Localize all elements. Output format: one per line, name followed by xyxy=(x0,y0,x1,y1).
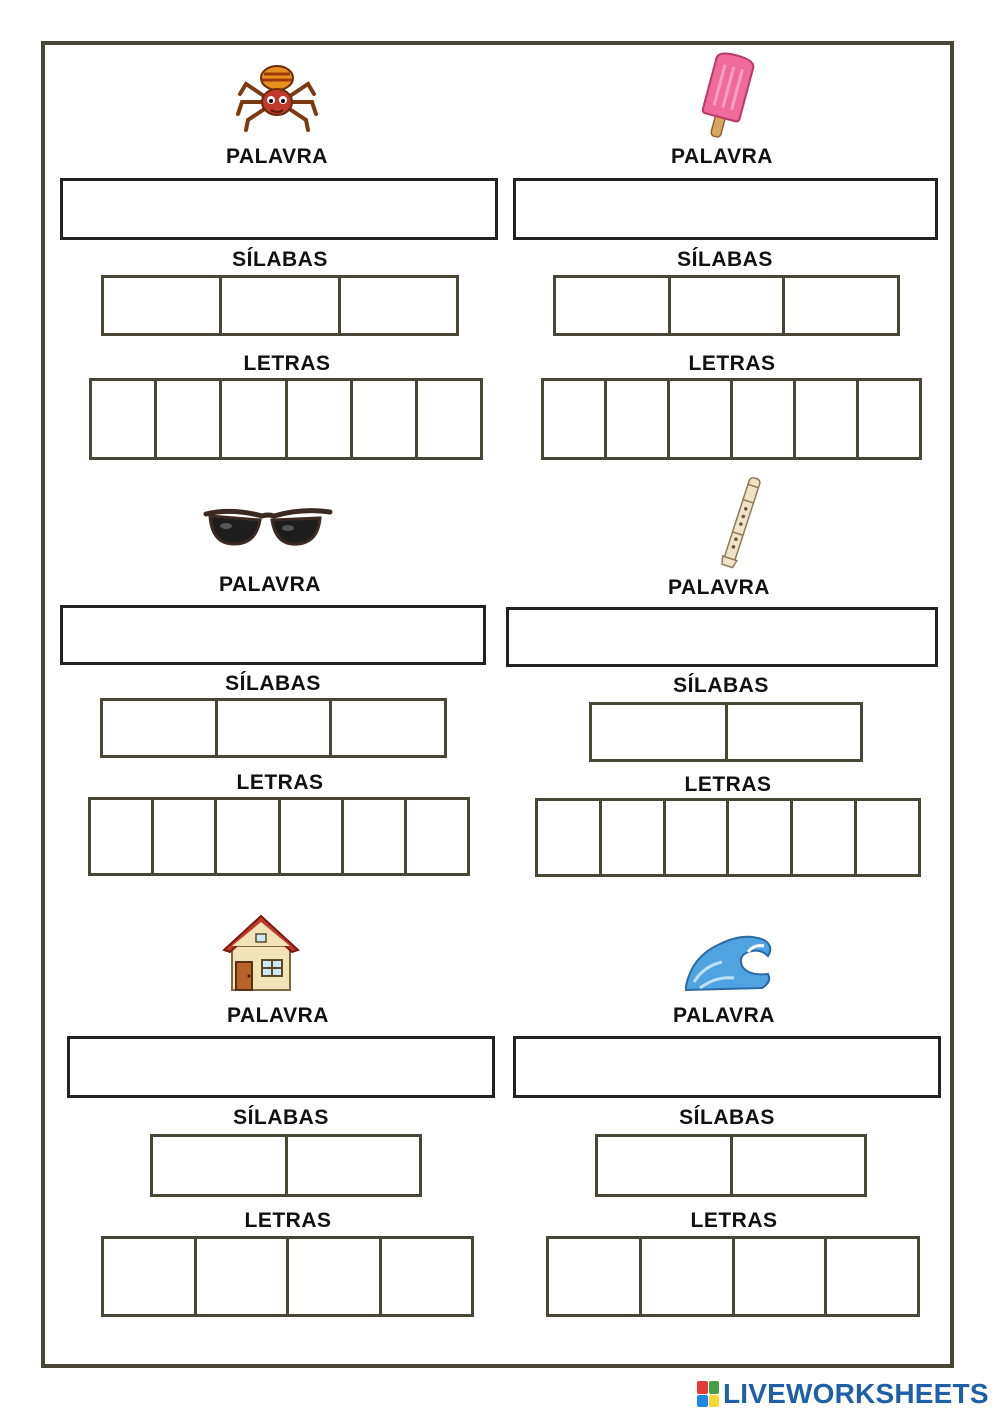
syllable-box[interactable] xyxy=(671,278,786,333)
liveworksheets-brand[interactable] xyxy=(697,1378,989,1410)
syllables-label: SÍLABAS xyxy=(232,248,328,271)
letters-answer-row xyxy=(541,378,922,460)
letters-answer-row xyxy=(101,1236,474,1317)
letters-label: LETRAS xyxy=(684,773,772,796)
letter-box[interactable] xyxy=(289,1239,382,1314)
letters-label: LETRAS xyxy=(688,352,776,375)
word-answer-box[interactable] xyxy=(60,605,486,665)
word-answer-box[interactable] xyxy=(513,178,938,240)
letters-label: LETRAS xyxy=(243,352,331,375)
letters-answer-row xyxy=(89,378,483,460)
syllable-box[interactable] xyxy=(728,705,861,759)
letter-box[interactable] xyxy=(418,381,480,457)
letter-box[interactable] xyxy=(793,801,857,874)
syllables-label: SÍLABAS xyxy=(225,672,321,695)
letter-box[interactable] xyxy=(104,1239,197,1314)
syllables-label: SÍLABAS xyxy=(677,248,773,271)
liveworksheets-logo-icon xyxy=(697,1381,719,1407)
letter-box[interactable] xyxy=(222,381,287,457)
letter-box[interactable] xyxy=(538,801,602,874)
letter-box[interactable] xyxy=(217,800,280,873)
letter-box[interactable] xyxy=(666,801,730,874)
syllable-box[interactable] xyxy=(592,705,728,759)
syllables-answer-row xyxy=(595,1134,867,1197)
letter-box[interactable] xyxy=(642,1239,735,1314)
popsicle-icon xyxy=(693,52,759,140)
word-label: PALAVRA xyxy=(668,576,770,599)
syllables-label: SÍLABAS xyxy=(673,674,769,697)
letter-box[interactable] xyxy=(154,800,217,873)
syllable-box[interactable] xyxy=(785,278,897,333)
letter-box[interactable] xyxy=(857,801,918,874)
letters-answer-row xyxy=(88,797,470,876)
letter-box[interactable] xyxy=(344,800,407,873)
word-answer-box[interactable] xyxy=(60,178,498,240)
syllable-box[interactable] xyxy=(288,1137,420,1194)
letter-box[interactable] xyxy=(602,801,666,874)
letter-box[interactable] xyxy=(91,800,154,873)
syllable-box[interactable] xyxy=(222,278,340,333)
word-answer-box[interactable] xyxy=(506,607,938,667)
syllables-label: SÍLABAS xyxy=(233,1106,329,1129)
letter-box[interactable] xyxy=(197,1239,290,1314)
sunglasses-icon xyxy=(202,500,334,554)
word-label: PALAVRA xyxy=(226,145,328,168)
letter-box[interactable] xyxy=(281,800,344,873)
syllable-box[interactable] xyxy=(104,278,222,333)
letter-box[interactable] xyxy=(407,800,467,873)
syllable-box[interactable] xyxy=(218,701,333,755)
letter-box[interactable] xyxy=(733,381,796,457)
letter-box[interactable] xyxy=(288,381,353,457)
letter-box[interactable] xyxy=(157,381,222,457)
spider-icon xyxy=(234,62,320,132)
letters-label: LETRAS xyxy=(244,1209,332,1232)
word-label: PALAVRA xyxy=(227,1004,329,1027)
letters-label: LETRAS xyxy=(236,771,324,794)
letter-box[interactable] xyxy=(796,381,859,457)
syllable-box[interactable] xyxy=(103,701,218,755)
syllable-box[interactable] xyxy=(556,278,671,333)
syllables-label: SÍLABAS xyxy=(679,1106,775,1129)
syllable-box[interactable] xyxy=(341,278,456,333)
letter-box[interactable] xyxy=(735,1239,828,1314)
letter-box[interactable] xyxy=(92,381,157,457)
letter-box[interactable] xyxy=(859,381,919,457)
letter-box[interactable] xyxy=(549,1239,642,1314)
logo-square xyxy=(697,1381,708,1394)
syllable-box[interactable] xyxy=(598,1137,733,1194)
letter-box[interactable] xyxy=(729,801,793,874)
letter-box[interactable] xyxy=(544,381,607,457)
syllables-answer-row xyxy=(150,1134,422,1197)
word-answer-box[interactable] xyxy=(67,1036,495,1098)
word-label: PALAVRA xyxy=(671,145,773,168)
house-icon xyxy=(222,912,300,992)
brand-name: LIVEWORKSHEETS xyxy=(723,1378,989,1409)
letters-label: LETRAS xyxy=(690,1209,778,1232)
word-label: PALAVRA xyxy=(219,573,321,596)
syllables-answer-row xyxy=(100,698,447,758)
logo-square xyxy=(697,1395,708,1408)
recorder-flute-icon xyxy=(714,474,768,570)
syllable-box[interactable] xyxy=(733,1137,865,1194)
letter-box[interactable] xyxy=(670,381,733,457)
word-label: PALAVRA xyxy=(673,1004,775,1027)
logo-square xyxy=(709,1381,720,1394)
letter-box[interactable] xyxy=(353,381,418,457)
syllable-box[interactable] xyxy=(153,1137,288,1194)
letter-box[interactable] xyxy=(827,1239,917,1314)
letter-box[interactable] xyxy=(382,1239,472,1314)
letter-box[interactable] xyxy=(607,381,670,457)
syllables-answer-row xyxy=(589,702,863,762)
syllable-box[interactable] xyxy=(332,701,444,755)
letters-answer-row xyxy=(546,1236,920,1317)
syllables-answer-row xyxy=(101,275,459,336)
syllables-answer-row xyxy=(553,275,900,336)
letters-answer-row xyxy=(535,798,921,877)
logo-square xyxy=(709,1395,720,1408)
word-answer-box[interactable] xyxy=(513,1036,941,1098)
wave-icon xyxy=(682,926,776,994)
